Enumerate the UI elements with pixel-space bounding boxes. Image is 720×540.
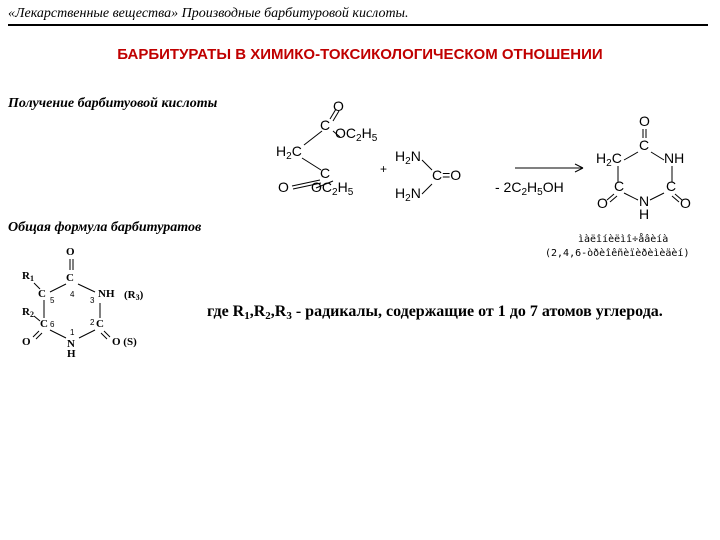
urea-h2n-bottom: $H_2N$ <box>395 185 421 204</box>
bond-urea-bottom <box>422 184 432 194</box>
ring-num-2: 2 <box>90 318 95 327</box>
ring-r2: $R_2$ <box>22 306 34 319</box>
bond-gen-c2-n1 <box>79 330 95 338</box>
ring-num-1: 1 <box>70 328 75 337</box>
ring-num-3: 3 <box>90 296 95 305</box>
radicals-description: где $R_1,R_2,R_3$ - радикалы, содержащие от 1 до 7 атомов углерода. <box>207 303 663 322</box>
bond-prod-c-h2c <box>624 152 638 160</box>
ring-c5: C <box>38 288 46 300</box>
bond-ester-h2c-c <box>302 158 321 170</box>
ring-r1: $R_1$ <box>22 270 34 283</box>
bond-gen-c4-c5 <box>50 284 66 292</box>
ester-oc2h5-top: $OC_2H_5$ <box>335 125 378 144</box>
ester-o-bottom: O <box>278 179 289 195</box>
product-nh: NH <box>664 150 685 166</box>
ring-o-top: O <box>66 246 75 258</box>
bond-gen-c2-o-2 <box>101 333 107 339</box>
bond-urea-top <box>422 160 432 170</box>
reaction-byproduct-label: - $2C_2H_5OH$ <box>495 179 564 198</box>
ester-oc2h5-bottom: $OC_2H_5$ <box>311 179 354 198</box>
bond-gen-c4-n3 <box>78 284 95 292</box>
ring-num-4: 4 <box>70 290 75 299</box>
section-heading-general-formula: Общая формула барбитуратов <box>8 220 202 235</box>
ring-c6: C <box>40 318 48 330</box>
product-o-right: O <box>680 195 691 211</box>
product-n-bottom: N <box>639 193 650 209</box>
bond-prod-cl-n <box>624 193 638 200</box>
ring-r3: $(R_3)$ <box>124 289 144 302</box>
page-title: БАРБИТУРАТЫ В ХИМИКО-ТОКСИКОЛОГИЧЕСКОМ ОТНОШЕНИИ <box>117 46 603 63</box>
ring-nh: NH <box>98 288 115 300</box>
ring-h1: H <box>67 348 76 360</box>
product-h2c: $H_2C$ <box>596 150 622 169</box>
ring-c4: C <box>66 272 74 284</box>
ring-n1: N <box>67 338 75 350</box>
urea-h2n-top: $H_2N$ <box>395 148 421 167</box>
bond-prod-cr-n <box>650 193 664 200</box>
ring-c2: C <box>96 318 104 330</box>
bond-gen-c2-o-1 <box>104 331 110 337</box>
product-h-bottom: H <box>639 206 650 222</box>
bond-prod-c-nh <box>651 152 664 160</box>
bond-ester-c-h2c <box>304 131 322 145</box>
ring-o-s: O (S) <box>112 336 137 348</box>
ester-c-bottom: C <box>320 165 331 181</box>
ring-num-5: 5 <box>50 296 55 305</box>
ester-o-top: O <box>333 98 344 114</box>
product-c-top: C <box>639 137 650 153</box>
bond-gen-c6-o-1 <box>33 331 39 337</box>
bond-gen-c6-o-2 <box>36 333 42 339</box>
product-caption-iupac: (2,4,6-òðèîêñèïèðèìèäèí) <box>545 248 690 259</box>
product-c-right: C <box>666 178 677 194</box>
urea-c-eq-o: C=O <box>432 167 462 183</box>
product-o-top: O <box>639 113 650 129</box>
section-heading-synthesis: Получение барбитуовой кислоты <box>8 96 218 111</box>
ring-num-6: 6 <box>50 320 55 329</box>
header-title: «Лекарственные вещества» Производные барбитуровой кислоты. <box>8 6 409 21</box>
product-caption-name: ìàëîíèëìî÷åâèíà <box>578 234 669 245</box>
bond-gen-c6-n1 <box>50 330 66 338</box>
ester-h2c: $H_2C$ <box>276 143 302 162</box>
ring-o-left: O <box>22 336 31 348</box>
product-o-left: O <box>597 195 608 211</box>
plus-sign: + <box>380 162 388 176</box>
reaction-arrow-head-1 <box>575 164 583 168</box>
ester-c-top: C <box>320 117 331 133</box>
reaction-arrow-head-2 <box>575 168 583 172</box>
product-c-left: C <box>614 178 625 194</box>
